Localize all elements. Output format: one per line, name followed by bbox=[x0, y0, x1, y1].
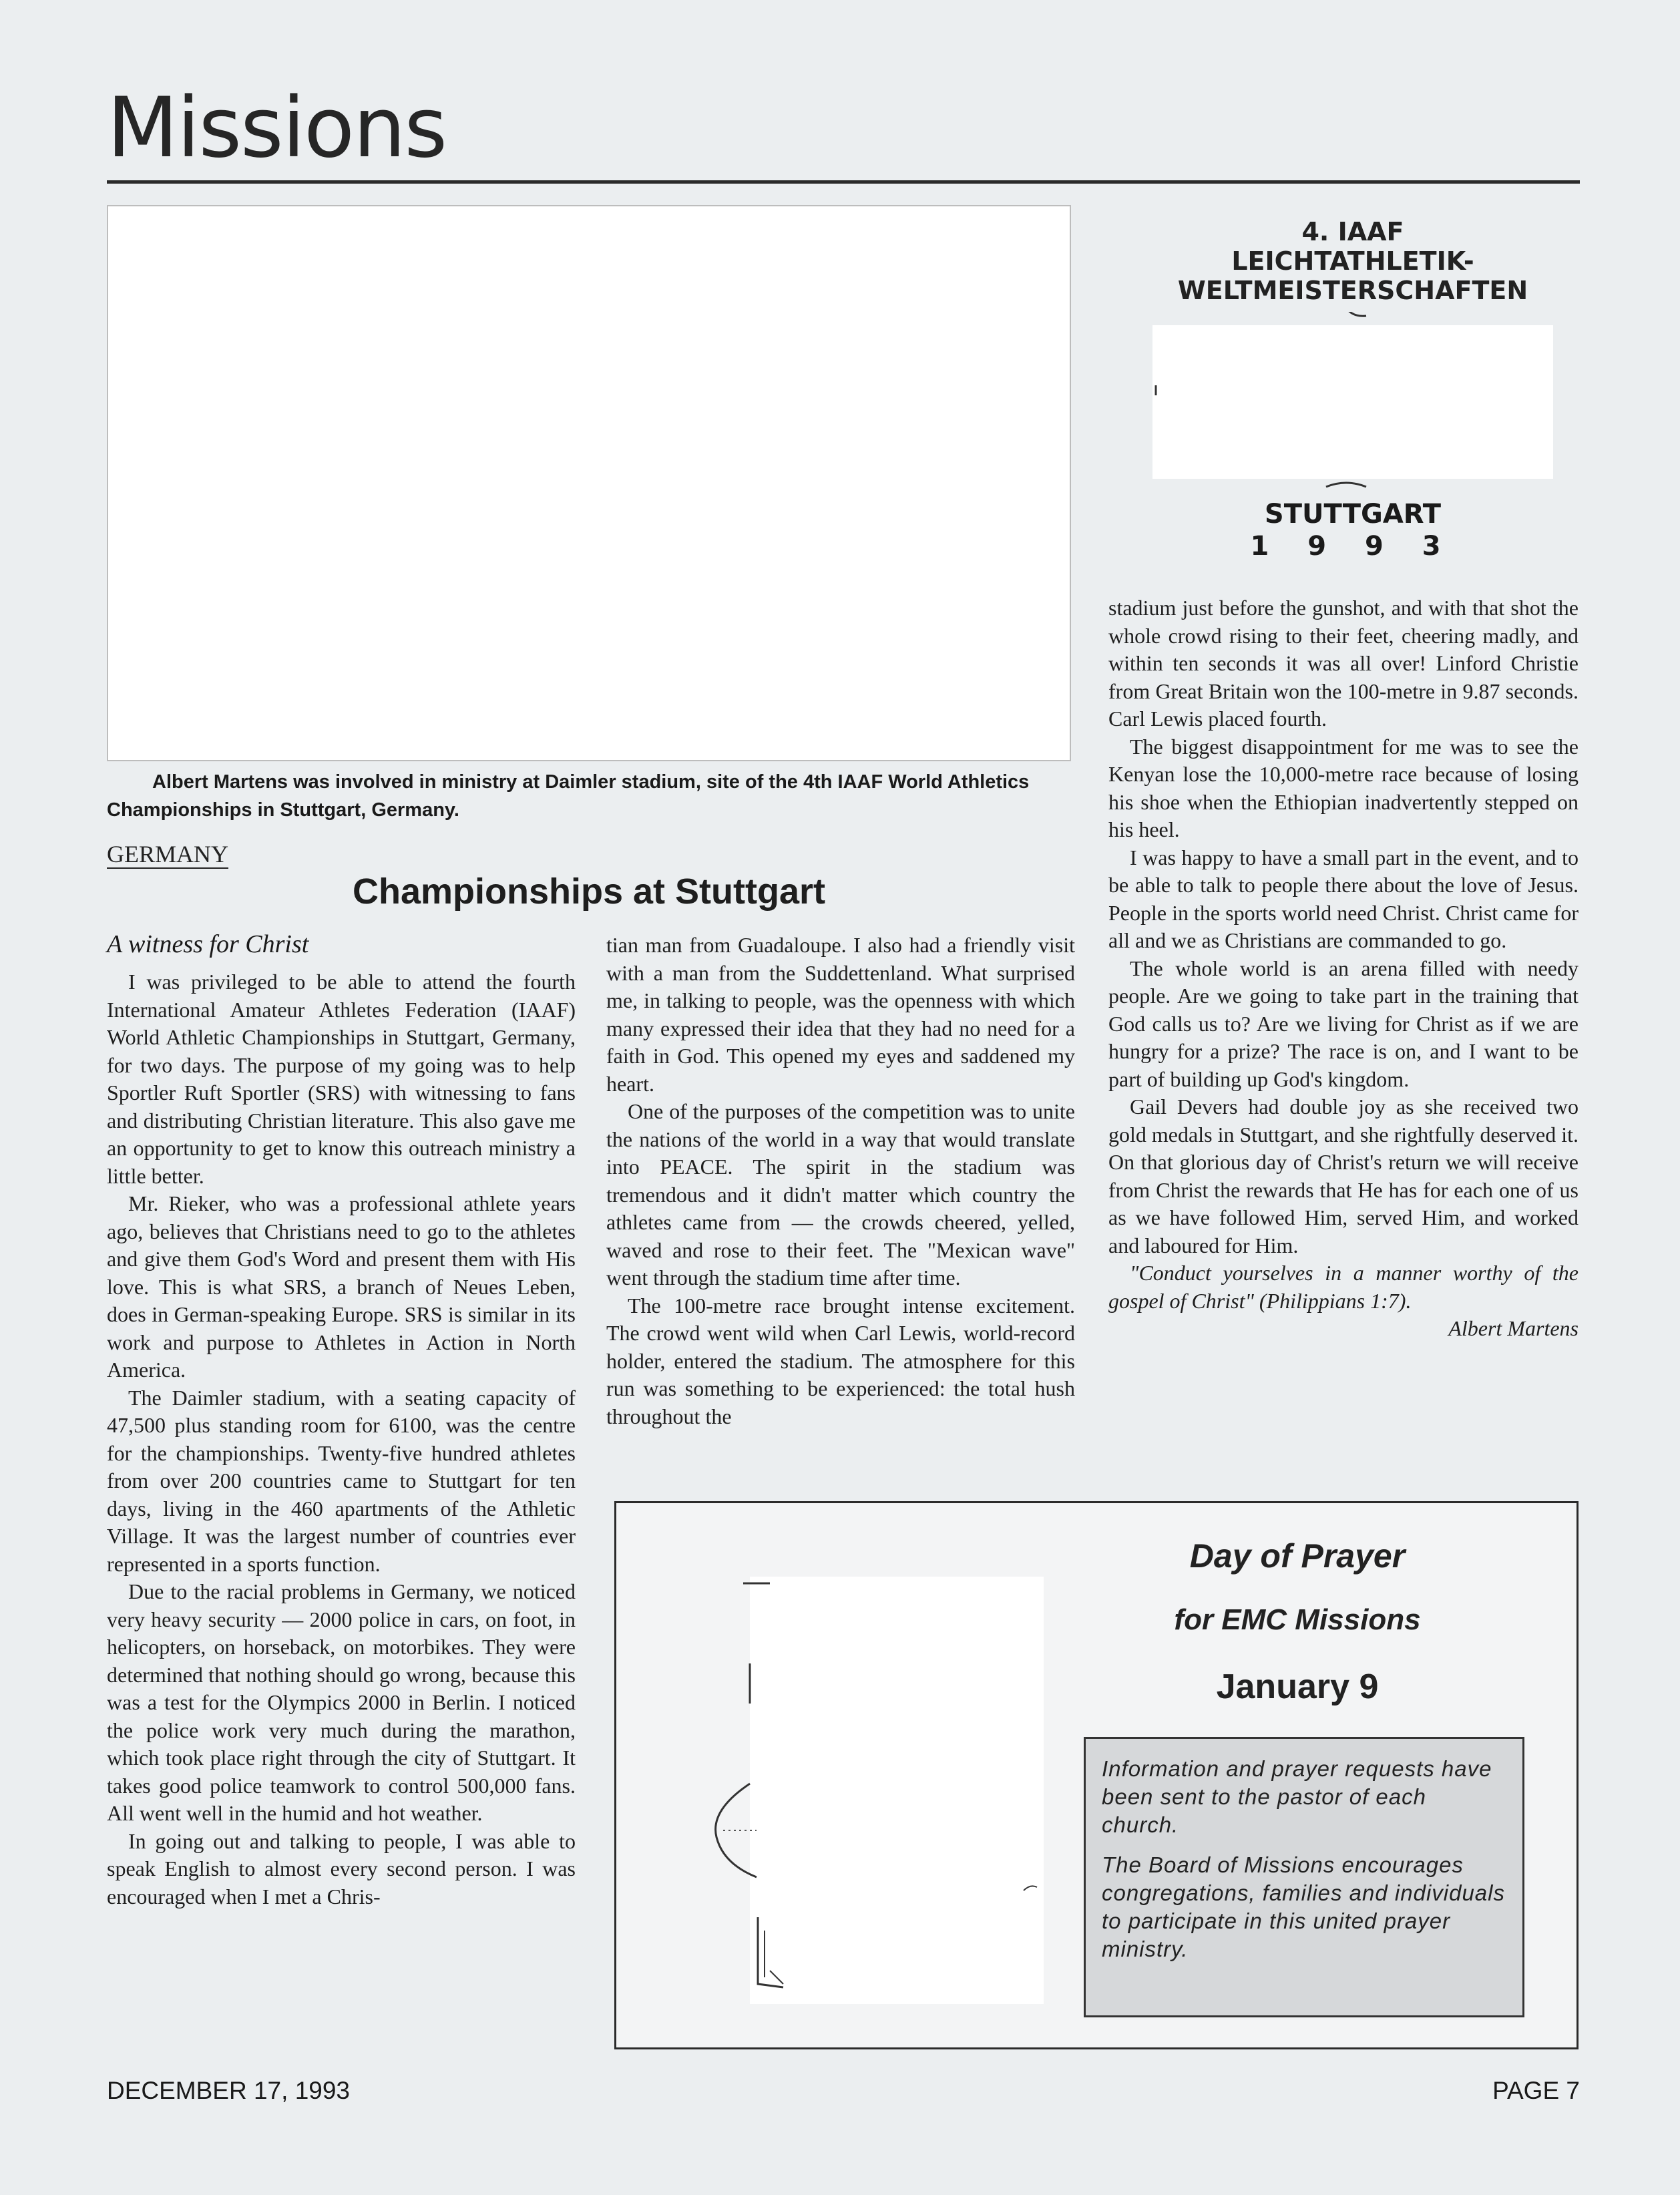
prayer-day-box bbox=[614, 1501, 1579, 2049]
section-title: Missions bbox=[107, 80, 447, 176]
country-label: GERMANY bbox=[107, 841, 229, 867]
prayer-info-text: The Board of Missions encourages congregations, families and individuals to participate in this united prayer ministry. bbox=[1102, 1852, 1505, 1961]
logo-line-3: WELTMEISTERSCHAFTEN bbox=[1177, 276, 1528, 305]
page-number: PAGE 7 bbox=[1492, 2077, 1580, 2104]
prayer-info-panel bbox=[1084, 1737, 1524, 2017]
scripture-quote: "Conduct yourselves in a manner worthy of the gospel of Christ" (Philippians 1:7). bbox=[1108, 1261, 1579, 1313]
author-signature: Albert Martens bbox=[1448, 1316, 1579, 1340]
article-column-2 bbox=[606, 932, 1075, 1430]
logo-line-1: 4. IAAF bbox=[1301, 217, 1404, 246]
photo-caption: Albert Martens was involved in ministry at Daimler stadium, site of the 4th IAAF World Athletics Championships in Stuttgart, Germany. bbox=[107, 771, 1030, 821]
logo-emblem-icon bbox=[1146, 312, 1560, 492]
paragraph: tian man from Guadaloupe. I also had a friendly visit with a man from the Suddettenland. What surprised me, in talking to people, was the openness with which many expressed their idea that they had no need for a faith in God. This opened my eyes and saddened my heart. bbox=[606, 933, 1075, 1096]
paragraph: Mr. Rieker, who was a professional athlete years ago, believes that Christians need to go to the athletes and give them God's Word and present them with His love. This is what SRS, a branch of Neues Leben, does in German-speaking Europe. SRS is similar in its work and purpose to Athletes in Action in North America. bbox=[107, 1191, 576, 1382]
article-column-1 bbox=[107, 968, 576, 1911]
logo-city: STUTTGART bbox=[1264, 499, 1442, 530]
prayer-subtitle: for EMC Missions bbox=[1174, 1603, 1421, 1636]
article-column-3 bbox=[1108, 594, 1579, 1343]
title-rule bbox=[107, 180, 1580, 184]
logo-graphic bbox=[1146, 312, 1560, 492]
paragraph: stadium just before the gunshot, and with that shot the whole crowd rising to their feet, cheering madly, and within ten seconds it was all over! Linford Christie from Great Britain won the 100-metre in 9.87 seconds. Carl Lewis placed fourth. bbox=[1108, 596, 1579, 731]
paragraph: The Daimler stadium, with a seating capacity of 47,500 plus standing room for 6100, was the centre for the championships. Twenty-five hundred athletes from over 200 countries came to Stuttgart for ten days, living in the 460 apartments of the Athletic Village. It was the largest number of countries ever represented in a sports function. bbox=[107, 1385, 576, 1576]
praying-figure-icon bbox=[683, 1557, 1057, 2011]
paragraph: The 100-metre race brought intense excitement. The crowd went wild when Carl Lewis, world-record holder, entered the stadium. The atmosphere for this run was something to be experienced: the total hush throughout the bbox=[606, 1293, 1075, 1428]
logo-line-2: LEICHTATHLETIK- bbox=[1231, 246, 1474, 276]
article-subhead: A witness for Christ bbox=[107, 930, 309, 958]
paragraph: One of the purposes of the competition was to unite the nations of the world in a way that would translate into PEACE. The spirit in the stadium was tremendous and it didn't matter which country the athletes came from — the crowds cheered, yelled, waved and rose to their feet. The "Mexican wave" went through the stadium time after time. bbox=[606, 1099, 1075, 1289]
championship-logo bbox=[1146, 217, 1560, 563]
paragraph: Due to the racial problems in Germany, we noticed very heavy security — 2000 police in cars, on foot, in helicopters, on horseback, on motorbikes. They were determined that nothing should go wrong, because this was a test for the Olympics 2000 in Berlin. I noticed the police work very much during the marathon, which took place right through the city of Stuttgart. It takes good police teamwork to control 500,000 fans. All went well in the humid and hot weather. bbox=[107, 1579, 576, 1825]
paragraph: The biggest disappointment for me was to see the Kenyan lose the 10,000-metre race because of losing his shoe when the Ethiopian inadvertently stepped on his heel. bbox=[1108, 734, 1579, 841]
paragraph: Gail Devers had double joy as she received two gold medals in Stuttgart, and she rightfully deserved it. On that glorious day of Christ's return we will receive from Christ the rewards that He has for each one of us as we have followed Him, served Him, and worked and laboured for Him. bbox=[1108, 1094, 1579, 1257]
prayer-date: January 9 bbox=[1216, 1667, 1379, 1706]
paragraph: The whole world is an arena filled with needy people. Are we going to take part in the training that God calls us to? Are we living for Christ as if we are hungry for a prize? The race is on, and I want to be part of building up God's kingdom. bbox=[1108, 956, 1579, 1091]
prayer-title: Day of Prayer bbox=[1189, 1537, 1406, 1575]
paragraph: In going out and talking to people, I was able to speak English to almost every second person. I was encouraged when I met a Chris- bbox=[107, 1828, 576, 1909]
paragraph: I was happy to have a small part in the event, and to be able to talk to people there about the love of Jesus. People in the sports world need Christ. Christ came for all and we as Christians are commanded to go. bbox=[1108, 845, 1579, 952]
logo-year: 1 9 9 3 bbox=[1250, 531, 1456, 562]
article-headline: Championships at Stuttgart bbox=[352, 871, 825, 912]
paragraph: I was privileged to be able to attend the fourth International Amateur Athletes Federation (IAAF) World Athletic Championships in Stuttgart, Germany, for two days. The purpose of my going was to help Sportler Ruft Sportler (SRS) with witnessing to fans and distributing Christian literature. This also gave me an opportunity to get to know this outreach ministry a little better. bbox=[107, 970, 576, 1188]
prayer-info-text: Information and prayer requests have been sent to the pastor of each church. bbox=[1102, 1756, 1492, 1837]
photo-placeholder bbox=[107, 205, 1071, 761]
footer-date: DECEMBER 17, 1993 bbox=[107, 2077, 351, 2104]
